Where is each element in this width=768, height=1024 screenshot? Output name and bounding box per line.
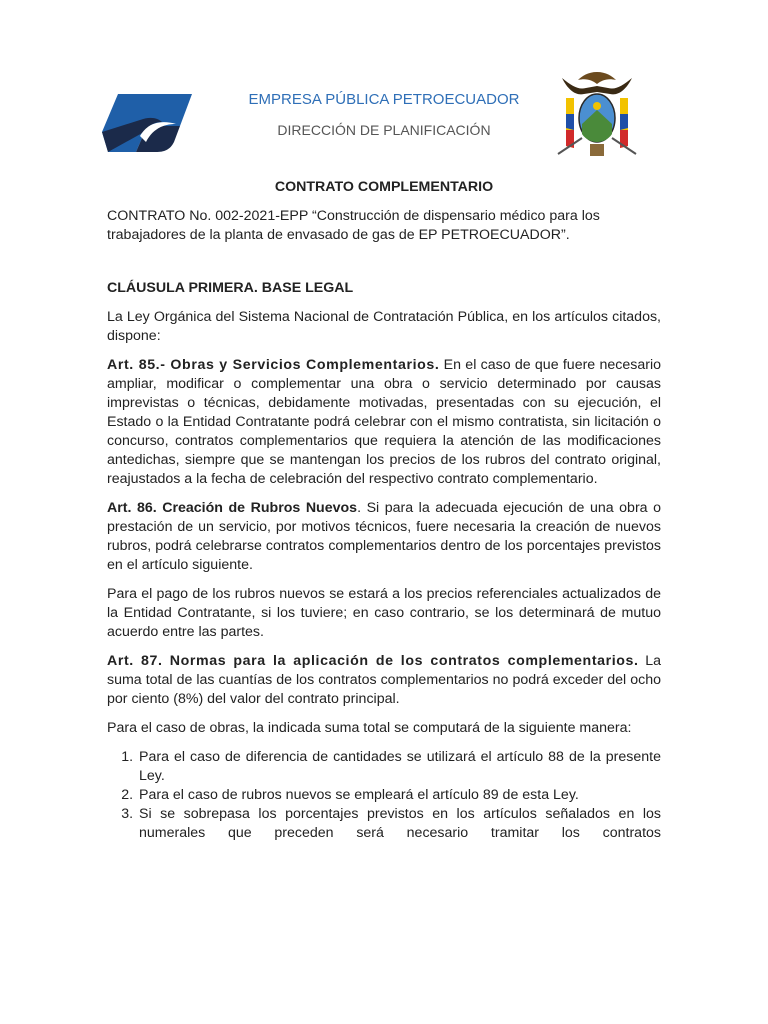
article-87-body: La suma total de las cuantías de los contratos complementarios no podrá exceder del ocho por ciento (8%) del valor del contrato principal. bbox=[107, 653, 661, 707]
dept-name: DIRECCIÓN DE PLANIFICACIÓN bbox=[277, 122, 491, 138]
computation-list bbox=[107, 748, 661, 843]
article-86-paragraph: Para el pago de los rubros nuevos se estará a los precios referenciales actualizados de la Entidad Contratante, si los tuviere; en caso contrario, se los determinará de mutuo acuerdo entre las partes. bbox=[107, 586, 661, 640]
document-title: CONTRATO COMPLEMENTARIO bbox=[274, 179, 494, 195]
article-85-body: En el caso de que fuere necesario ampliar, modificar o complementar una obra o servicio determinado por causas imprevistas o técnicas, debidamente motivadas, presentadas con su ejecución, el Estado o la Entidad Contratante podrá celebrar con el mismo contratista, sin licitación o concurso, contratos complementarios que requiera la atención de las modificaciones antedichas, siempre que se mantengan los precios de los rubros del contrato original, reajustados a la fecha de celebración del respectivo contrato complementario. bbox=[107, 357, 661, 487]
list-item: 2. Para el caso de rubros nuevos se empleará el artículo 89 de esta Ley. bbox=[137, 786, 661, 805]
list-item: 1. Para el caso de diferencia de cantidades se utilizará el artículo 88 de la presente Ley. bbox=[137, 748, 661, 786]
article-86 bbox=[107, 499, 661, 575]
article-87-paragraph: Para el caso de obras, la indicada suma total se computará de la siguiente manera: bbox=[107, 720, 632, 736]
coat-of-arms-icon bbox=[552, 68, 642, 160]
article-85-heading: Art. 85.- Obras y Servicios Complementarios. bbox=[107, 357, 440, 373]
article-85 bbox=[107, 356, 661, 489]
law-intro: La Ley Orgánica del Sistema Nacional de Contratación Pública, en los artículos citados, dispone: bbox=[107, 309, 661, 344]
article-87-heading: Art. 87. Normas para la aplicación de los contratos complementarios. bbox=[107, 653, 639, 669]
org-name: EMPRESA PÚBLICA PETROECUADOR bbox=[248, 91, 520, 108]
document-body bbox=[107, 178, 661, 843]
article-87 bbox=[107, 652, 661, 709]
document-header bbox=[0, 0, 768, 170]
article-86-body: . Si para la adecuada ejecución de una obra o prestación de un servicio, por motivos técnicos, fuere necesaria la creación de nuevos rubros, podrá celebrarse contratos complementarios dentro de los porcentajes previstos en el artículo siguiente. bbox=[107, 500, 662, 573]
article-86-heading: Art. 86. Creación de Rubros Nuevos bbox=[107, 500, 358, 516]
contract-intro: CONTRATO No. 002-2021-EPP “Construcción de dispensario médico para los trabajadores de la planta de envasado de gas de EP PETROECUADOR”. bbox=[107, 208, 600, 243]
clause-title: CLÁUSULA PRIMERA. BASE LEGAL bbox=[107, 280, 354, 296]
list-item: 3. Si se sobrepasa los porcentajes previstos en los artículos señalados en los numerales que preceden será necesario tramitar los contratos bbox=[137, 805, 661, 843]
